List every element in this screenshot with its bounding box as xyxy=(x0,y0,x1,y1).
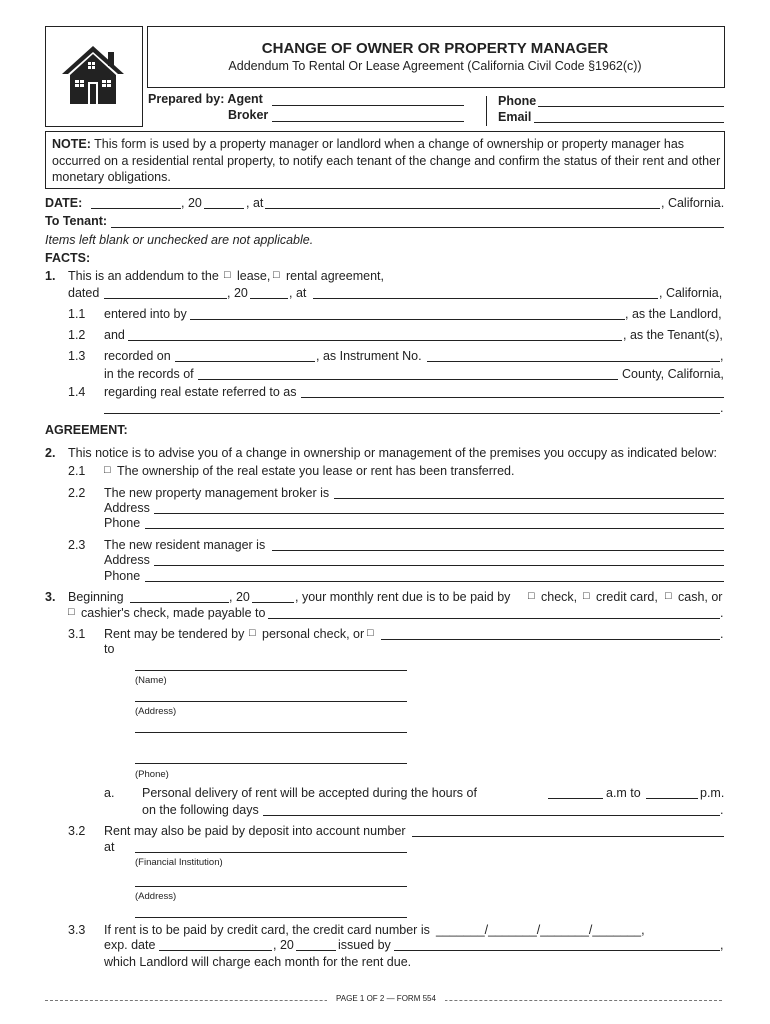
address-caption: (Address) xyxy=(135,706,177,717)
following-days-field[interactable] xyxy=(263,815,720,816)
charge-text: which Landlord will charge each month for the rent due. xyxy=(104,955,412,969)
pm-label: p.m. xyxy=(700,786,725,800)
payable-period: . xyxy=(720,606,724,620)
financial-institution-caption: (Financial Institution) xyxy=(135,857,223,868)
item-3-2-number: 3.2 xyxy=(68,824,86,838)
exp-year-field[interactable] xyxy=(296,950,336,951)
deposit-label: Rent may also be paid by deposit into account number xyxy=(104,824,406,838)
item-1-1-number: 1.1 xyxy=(68,307,86,321)
tender-other-field[interactable] xyxy=(381,639,720,640)
item-2-3-number: 2.3 xyxy=(68,538,86,552)
regarding-field-1[interactable] xyxy=(301,397,724,398)
institution-address-field-2[interactable] xyxy=(135,917,407,918)
agreement-heading: AGREEMENT: xyxy=(45,423,128,437)
records-field[interactable] xyxy=(198,379,618,380)
cashiers-label: cashier's check, made payable to xyxy=(81,606,266,620)
dated-20: , 20 xyxy=(227,286,248,300)
checkbox-icon[interactable]: □ xyxy=(528,590,535,602)
dated-location-field[interactable] xyxy=(313,298,658,299)
checkbox-icon[interactable]: □ xyxy=(583,590,590,602)
recorded-field[interactable] xyxy=(175,361,315,362)
rental-label: rental agreement, xyxy=(286,269,384,283)
dated-california: , California, xyxy=(659,286,723,300)
email-label: Email xyxy=(498,110,532,124)
note-line-1 xyxy=(52,137,684,151)
form-subtitle: Addendum To Rental Or Lease Agreement (California Civil Code §1962(c)) xyxy=(228,59,642,73)
page-footer: PAGE 1 OF 2 — FORM 554 xyxy=(327,994,445,1003)
at-label: at xyxy=(104,840,115,854)
regarding-field-2[interactable] xyxy=(104,413,720,414)
beginning-label: Beginning xyxy=(68,590,124,604)
item-1-text: This is an addendum to the xyxy=(68,269,219,283)
recorded-label: recorded on xyxy=(104,349,171,363)
date-20: , 20 xyxy=(181,196,202,210)
header-phone-field[interactable] xyxy=(538,106,724,107)
item-2-text: This notice is to advise you of a change in ownership or management of the premises you occupy as indicated below: xyxy=(68,446,717,460)
broker-address-field[interactable] xyxy=(154,513,724,514)
tenant-field[interactable] xyxy=(111,227,724,228)
house-icon xyxy=(60,42,126,108)
institution-address-field-1[interactable] xyxy=(135,886,407,887)
date-at: , at xyxy=(246,196,264,210)
item-2-number: 2. xyxy=(45,446,56,460)
rent-due-text: , your monthly rent due is to be paid by xyxy=(295,590,511,604)
date-california: , California. xyxy=(661,196,725,210)
date-label: DATE: xyxy=(45,196,83,210)
payee-name-field[interactable] xyxy=(135,670,407,671)
tendered-label: Rent may be tendered by xyxy=(104,627,245,641)
following-period: . xyxy=(720,803,724,817)
landlord-suffix: , as the Landlord, xyxy=(625,307,722,321)
dated-label: dated xyxy=(68,286,100,300)
phone-label: Phone xyxy=(498,94,537,108)
item-2-1-number: 2.1 xyxy=(68,464,86,478)
facts-heading: FACTS: xyxy=(45,251,91,265)
item-2-2-text: The new property management broker is xyxy=(104,486,330,500)
exp-20: , 20 xyxy=(273,938,294,952)
date-location-field[interactable] xyxy=(265,208,660,209)
tenants-suffix: , as the Tenant(s), xyxy=(623,328,723,342)
payable-to-field[interactable] xyxy=(268,618,720,619)
personal-delivery-text: Personal delivery of rent will be accepted during the hours of xyxy=(142,786,477,800)
beginning-field[interactable] xyxy=(130,602,229,603)
beginning-year-field[interactable] xyxy=(252,602,294,603)
phone-label: Phone xyxy=(104,569,141,583)
financial-institution-field[interactable] xyxy=(135,852,407,853)
and-label: and xyxy=(104,328,125,342)
regarding-label: regarding real estate referred to as xyxy=(104,385,297,399)
beginning-20: , 20 xyxy=(229,590,250,604)
checkbox-icon[interactable]: □ xyxy=(68,606,75,618)
issued-by-label: issued by xyxy=(338,938,391,952)
regarding-period: . xyxy=(720,401,724,415)
header-email-field[interactable] xyxy=(534,122,724,123)
instrument-label: , as Instrument No. xyxy=(316,349,422,363)
payee-phone-field[interactable] xyxy=(135,763,407,764)
lease-label: lease, xyxy=(237,269,271,283)
phone-label: Phone xyxy=(104,516,141,530)
header-divider xyxy=(486,96,487,126)
account-number-field[interactable] xyxy=(412,836,724,837)
prepared-by-label: Prepared by: Agent xyxy=(148,92,263,106)
item-3-number: 3. xyxy=(45,590,56,604)
name-caption: (Name) xyxy=(135,675,167,686)
credit-card-text: If rent is to be paid by credit card, the credit card number is xyxy=(104,923,430,937)
dated-year-field[interactable] xyxy=(250,298,288,299)
form-title: CHANGE OF OWNER OR PROPERTY MANAGER xyxy=(261,40,609,57)
phone-caption: (Phone) xyxy=(135,769,169,780)
entered-label: entered into by xyxy=(104,307,187,321)
dated-at: , at xyxy=(289,286,307,300)
broker-name-field[interactable] xyxy=(334,498,724,499)
blank-note: Items left blank or unchecked are not applicable. xyxy=(45,233,314,247)
checkbox-icon[interactable]: □ xyxy=(224,269,231,281)
instrument-field[interactable] xyxy=(427,361,720,362)
payee-address-field-1[interactable] xyxy=(135,701,407,702)
personal-label: personal check, or xyxy=(262,627,365,641)
header-title-box xyxy=(147,26,725,88)
issued-by-field[interactable] xyxy=(394,950,720,951)
note-line-3: monetary obligations. xyxy=(52,170,171,184)
note-line-2: occurred on a residential rental property, to notify each tenant of the change and confirm the status of their rent and other xyxy=(52,154,721,168)
card-number-field[interactable]: _______/_______/_______/_______, xyxy=(436,923,645,937)
manager-name-field[interactable] xyxy=(272,550,724,551)
checkbox-icon[interactable]: □ xyxy=(367,627,374,639)
landlord-field[interactable] xyxy=(190,319,625,320)
records-label: in the records of xyxy=(104,367,194,381)
manager-address-field[interactable] xyxy=(154,565,724,566)
check-label: check, xyxy=(541,590,578,604)
item-2-1-text: The ownership of the real estate you lease or rent has been transferred. xyxy=(117,464,515,478)
am-to-label: a.m to xyxy=(606,786,641,800)
following-days-label: on the following days xyxy=(142,803,259,817)
hours-from-field[interactable] xyxy=(548,798,603,799)
cash-label: cash, or xyxy=(678,590,723,604)
agent-field[interactable] xyxy=(272,105,464,106)
item-2-3-text: The new resident manager is xyxy=(104,538,266,552)
address-label: Address xyxy=(104,501,150,515)
tender-period: . xyxy=(720,627,724,641)
note-label: NOTE: xyxy=(52,137,91,151)
payee-address-field-2[interactable] xyxy=(135,732,407,733)
broker-field[interactable] xyxy=(272,121,464,122)
checkbox-icon[interactable]: □ xyxy=(104,464,111,476)
exp-date-label: exp. date xyxy=(104,938,156,952)
date-year-field[interactable] xyxy=(204,208,244,209)
item-1-4-number: 1.4 xyxy=(68,385,86,399)
address-label: Address xyxy=(104,553,150,567)
item-2-2-number: 2.2 xyxy=(68,486,86,500)
tenants-field[interactable] xyxy=(128,340,622,341)
dated-field[interactable] xyxy=(104,298,227,299)
hours-to-field[interactable] xyxy=(646,798,698,799)
broker-phone-field[interactable] xyxy=(145,528,724,529)
to-tenant-label: To Tenant: xyxy=(45,214,108,228)
county-label: County, California, xyxy=(622,367,724,381)
manager-phone-field[interactable] xyxy=(145,581,724,582)
issued-comma: , xyxy=(720,938,724,952)
date-field[interactable] xyxy=(91,208,181,209)
instrument-comma: , xyxy=(720,349,724,363)
item-1-3-number: 1.3 xyxy=(68,349,86,363)
item-1-2-number: 1.2 xyxy=(68,328,86,342)
broker-label: Broker xyxy=(228,108,269,122)
address-caption: (Address) xyxy=(135,891,177,902)
credit-label: credit card, xyxy=(596,590,658,604)
checkbox-icon[interactable]: □ xyxy=(249,627,256,639)
item-3-3-number: 3.3 xyxy=(68,923,86,937)
to-label: to xyxy=(104,642,115,656)
checkbox-icon[interactable]: □ xyxy=(665,590,672,602)
checkbox-icon[interactable]: □ xyxy=(273,269,280,281)
item-3-1-number: 3.1 xyxy=(68,627,86,641)
note-text-1: This form is used by a property manager or landlord when a change of ownership or property manager has xyxy=(90,137,685,151)
exp-date-field[interactable] xyxy=(159,950,272,951)
item-3a-label: a. xyxy=(104,786,115,800)
item-1-number: 1. xyxy=(45,269,56,283)
